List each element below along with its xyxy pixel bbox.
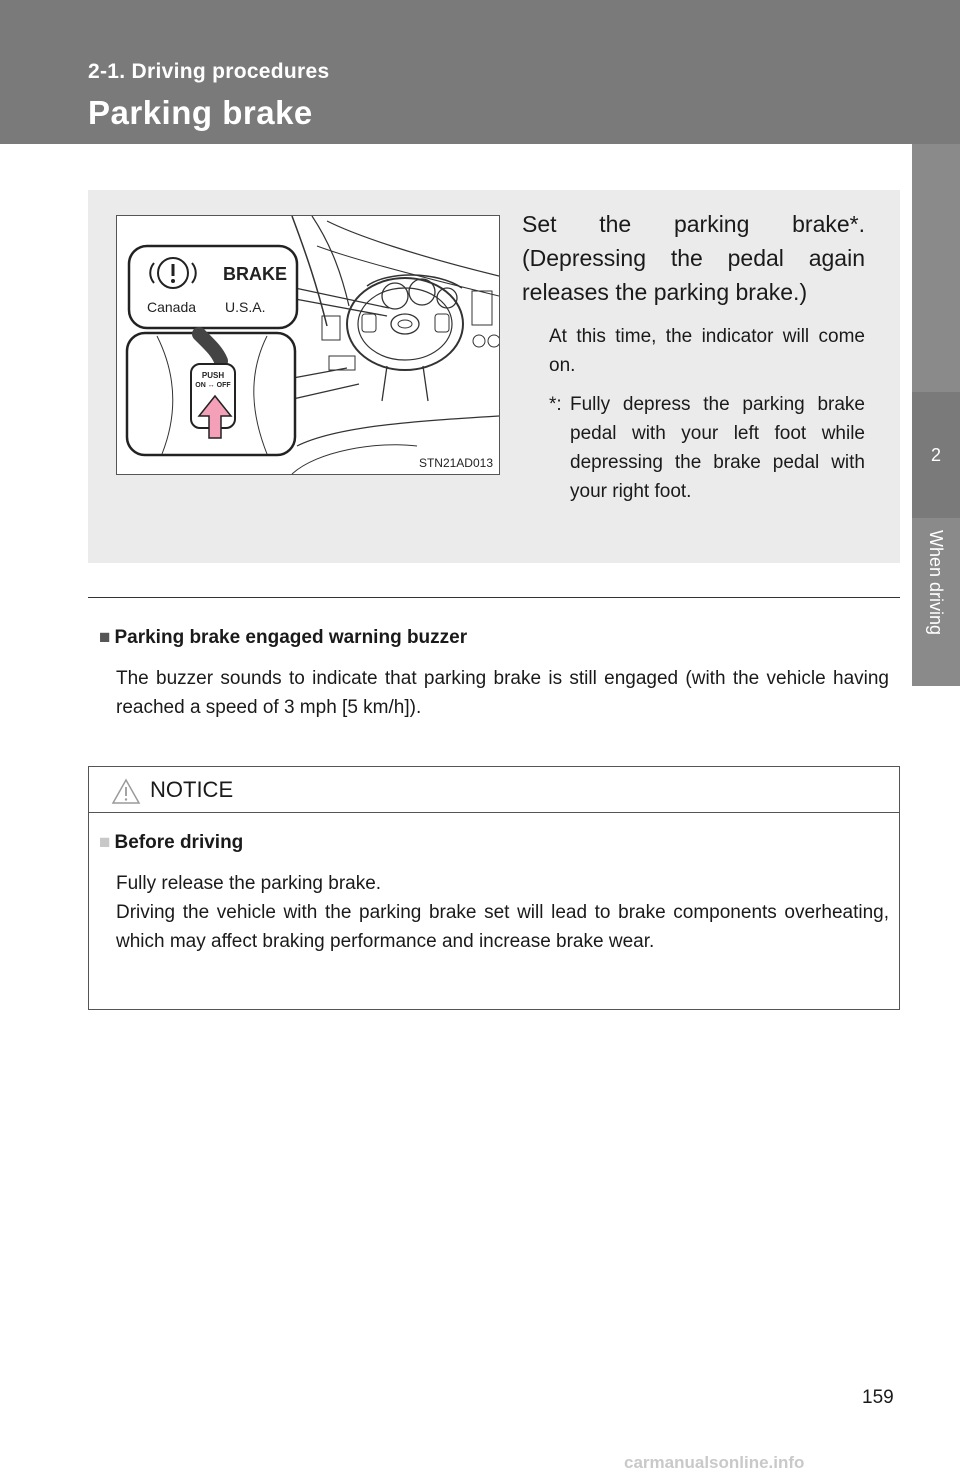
info-heading-text: Parking brake engaged warning buzzer: [114, 627, 468, 648]
page-title: Parking brake: [88, 94, 313, 131]
notice-heading-text: Before driving: [114, 832, 244, 853]
notice-body: [99, 829, 889, 956]
brake-indicator-text: BRAKE: [223, 264, 288, 284]
notice-box: [88, 766, 900, 1010]
page-number: 159: [862, 1387, 894, 1408]
notice-header: [89, 767, 899, 813]
indicator-label-usa: U.S.A.: [225, 299, 266, 315]
indicator-label-canada: Canada: [147, 299, 197, 315]
info-block: [99, 624, 889, 722]
notice-heading: [99, 829, 889, 857]
notice-title: NOTICE: [150, 777, 234, 802]
footnote: [549, 390, 865, 506]
parking-brake-illustration: [116, 215, 500, 475]
bullet-square-icon: ■: [99, 627, 111, 648]
indicator-note: At this time, the indicator will come on.: [549, 326, 865, 376]
main-instruction: Set the parking brake*. (Depressing the pedal again releases the parking brake.): [522, 211, 865, 305]
footnote-mark: *:: [549, 394, 562, 415]
page-header: [0, 0, 960, 144]
notice-text: [116, 869, 889, 956]
dashboard-drawing: [117, 216, 499, 474]
pedal-label-on-off: ON ↔ OFF: [195, 382, 231, 389]
chapter-tab-label: When driving: [926, 530, 946, 636]
info-body: The buzzer sounds to indicate that parking brake is still engaged (with the vehicle having reached a speed of 3 mph [5 km/h]).: [116, 668, 889, 718]
pedal-label-push: PUSH: [201, 371, 225, 380]
warning-triangle-icon: [111, 778, 141, 805]
notice-line-1: Fully release the parking brake.: [116, 873, 382, 894]
watermark: carmanualsonline.info: [624, 1453, 805, 1472]
divider: [88, 597, 900, 598]
notice-line-2: Driving the vehicle with the parking brake set will lead to brake components overheating, which may affect braking performance and increase brake wear.: [116, 902, 889, 952]
instruction-text: [522, 207, 865, 506]
figure-code: STN21AD013: [418, 456, 493, 470]
info-heading: [99, 624, 889, 652]
footnote-text: Fully depress the parking brake pedal with your left foot while depressing the brake pedal with your right foot.: [570, 394, 865, 502]
section-label: 2-1. Driving procedures: [88, 60, 330, 83]
chapter-tab-number[interactable]: 2: [912, 392, 960, 518]
bullet-square-icon: ■: [99, 832, 111, 853]
